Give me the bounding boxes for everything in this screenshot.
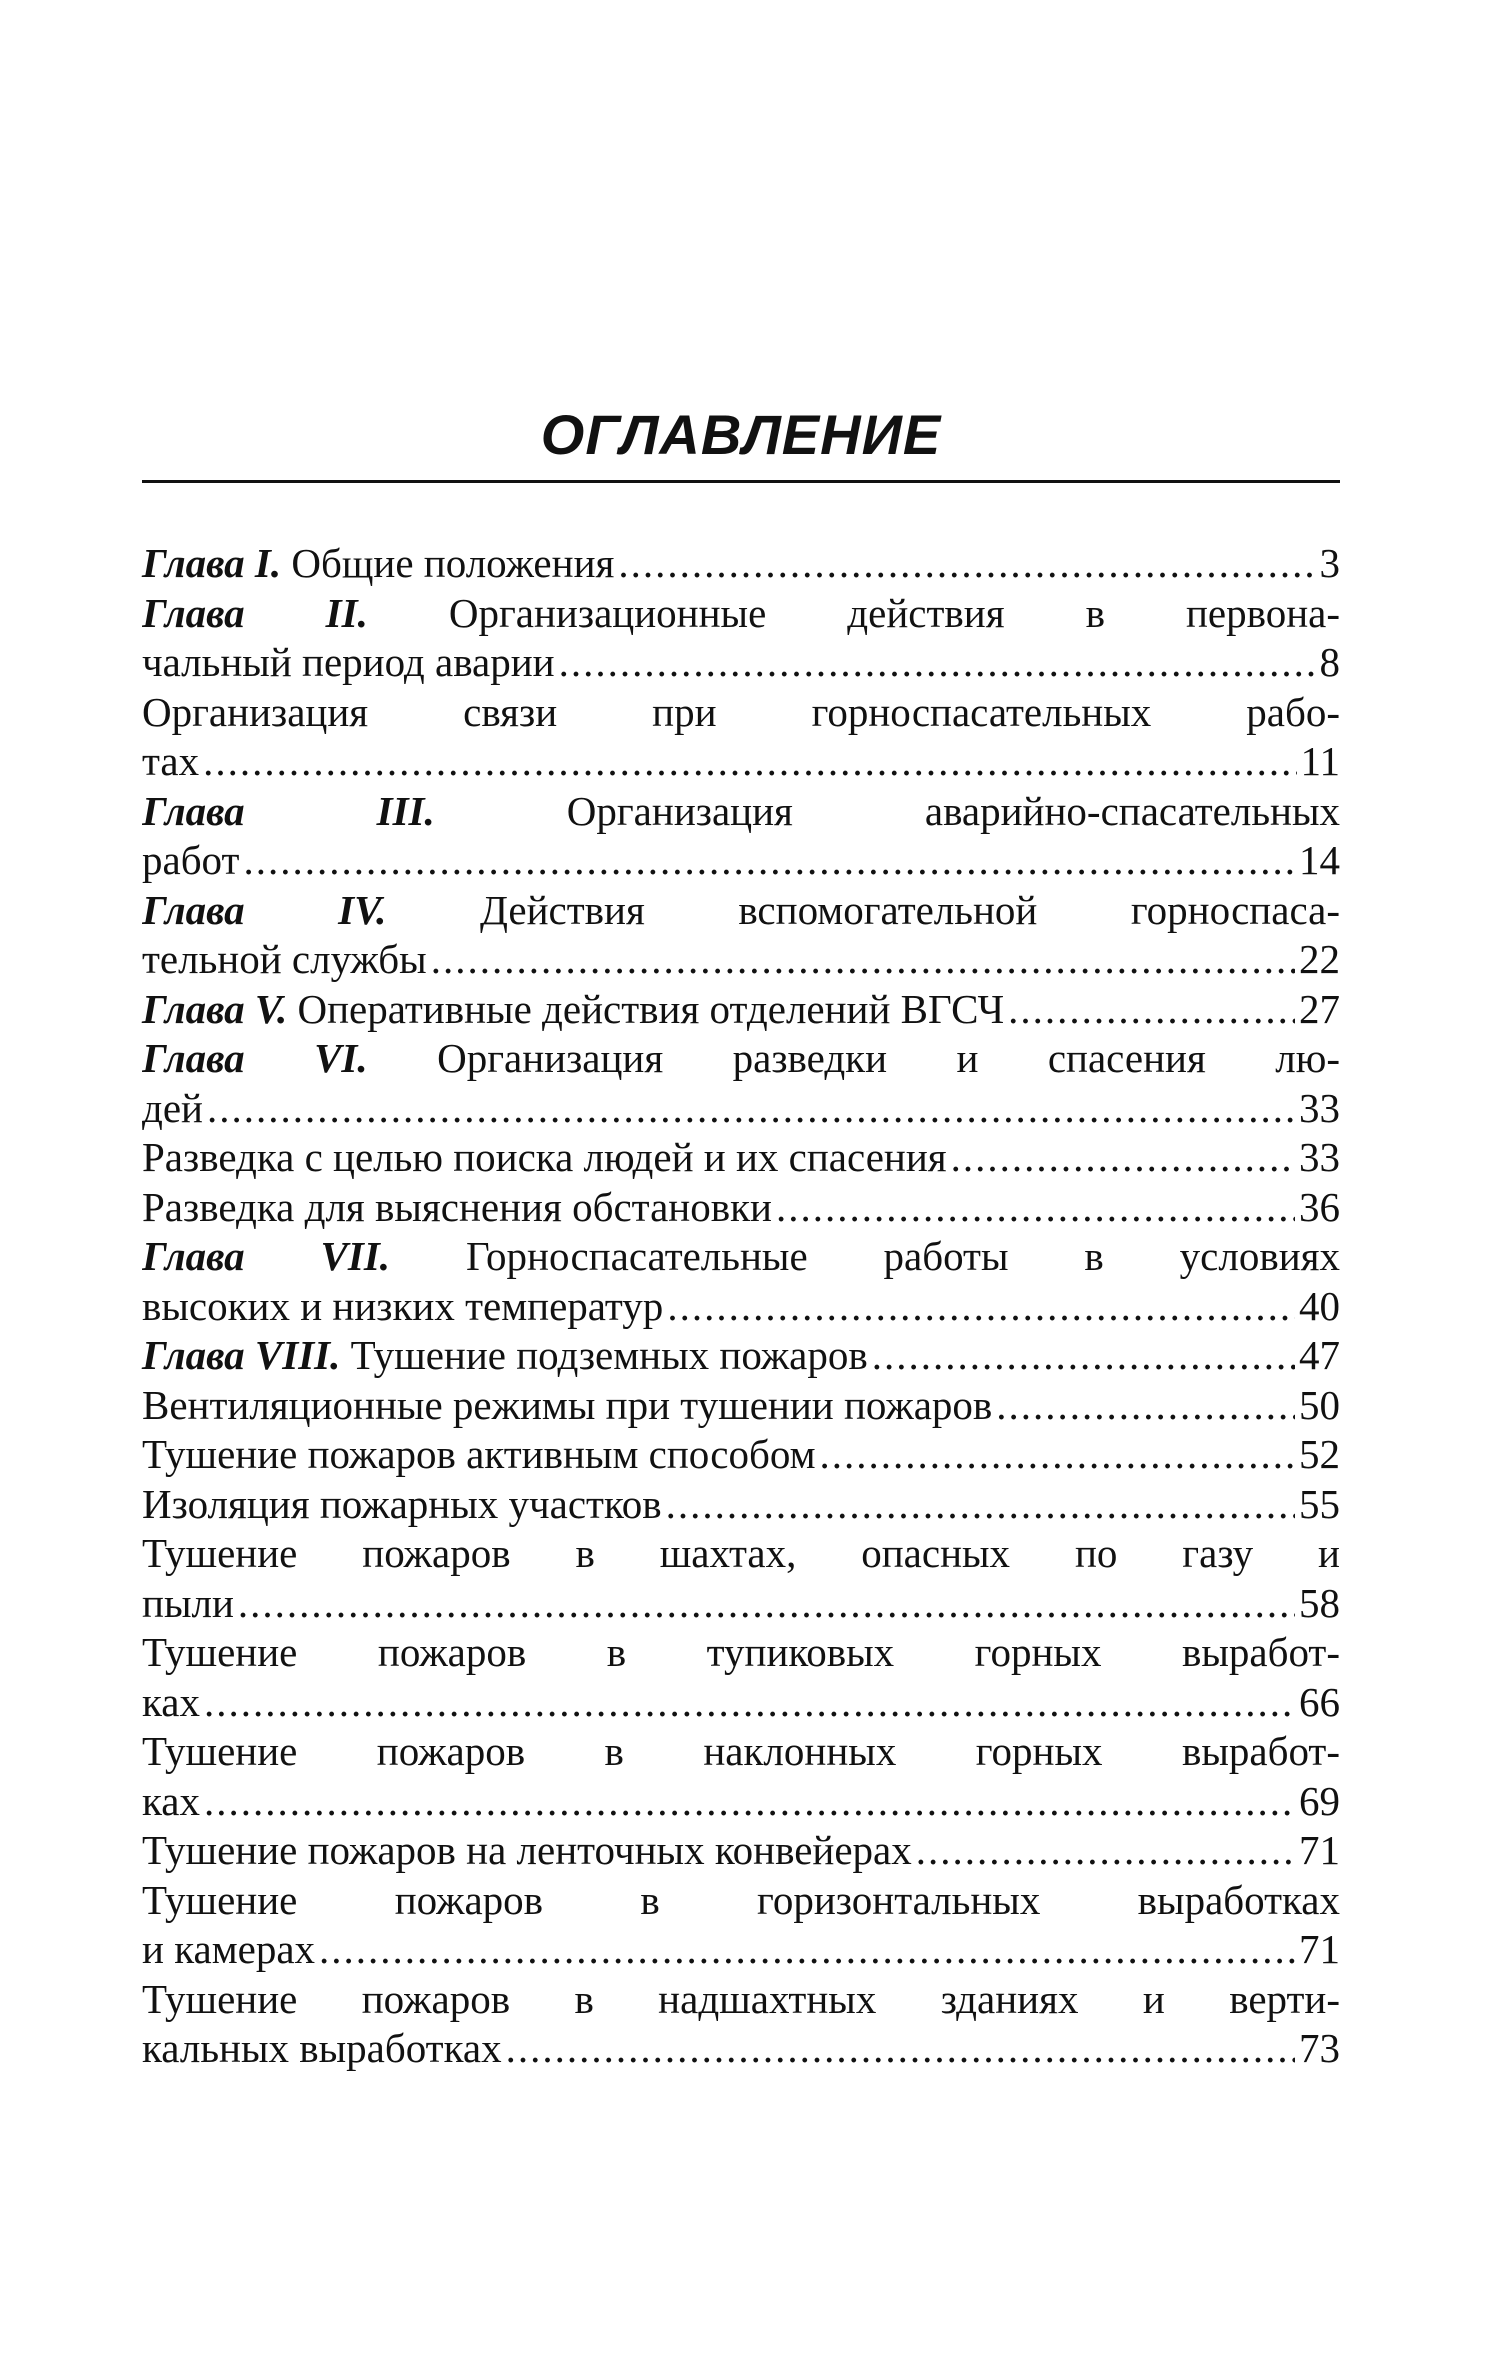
toc-entry[interactable] [142, 1232, 1340, 1331]
toc-entry[interactable] [142, 1331, 1340, 1381]
page-title: ОГЛАВЛЕНИЕ [540, 403, 942, 466]
toc-entry-title [142, 1430, 816, 1480]
chapter-label: Глава II. [142, 589, 368, 636]
toc-entry[interactable] [142, 1430, 1340, 1480]
toc-entry-title [142, 1133, 947, 1183]
toc-entry-line [142, 589, 1340, 639]
toc-entry-text: Тушение пожаров в горизонтальных выработках [142, 1876, 1340, 1923]
toc-entry-text: высоких и низких температур [142, 1282, 664, 1329]
toc-entry[interactable] [142, 886, 1340, 985]
dot-leader [916, 1826, 1295, 1876]
dot-leader [203, 737, 1296, 787]
toc-entry-title [142, 1678, 200, 1728]
dot-leader [872, 1331, 1295, 1381]
toc-entry-text: Действия вспомогательной горноспаса- [386, 886, 1340, 933]
title-underline [142, 480, 1340, 483]
toc-entry[interactable] [142, 1975, 1340, 2074]
dot-leader [238, 1579, 1295, 1629]
toc-entry[interactable] [142, 985, 1340, 1035]
toc-entry-title [142, 539, 614, 589]
dot-leader [1008, 985, 1295, 1035]
dot-leader [431, 935, 1295, 985]
toc-entry-final-line [142, 2024, 1340, 2074]
toc-entry-text: ках [142, 1777, 200, 1824]
toc-entry-text: Организация связи при горноспасательных рабо- [142, 688, 1340, 735]
toc-entry-title [142, 1777, 200, 1827]
toc-entry-title [142, 1826, 912, 1876]
toc-entry-title [142, 1480, 662, 1530]
toc-entry-final-line [142, 539, 1340, 589]
toc-entry[interactable] [142, 539, 1340, 589]
page-number: 8 [1319, 639, 1340, 685]
toc-entry-text: Тушение пожаров в надшахтных зданиях и верти- [142, 1975, 1340, 2022]
page-number: 55 [1299, 1480, 1340, 1527]
toc-entry-title [142, 1925, 315, 1975]
dot-leader [559, 638, 1316, 688]
toc-entry[interactable] [142, 1529, 1340, 1628]
chapter-label: Глава VIII. [142, 1332, 341, 1378]
page-number: 58 [1299, 1579, 1340, 1626]
toc-entry-title [142, 1331, 868, 1381]
toc-entry[interactable] [142, 1876, 1340, 1975]
toc-entry-text: Организационные действия в первона- [367, 589, 1340, 636]
dot-leader [667, 1282, 1295, 1332]
page-number: 50 [1299, 1381, 1340, 1428]
page-number: 47 [1299, 1332, 1340, 1378]
dot-leader [204, 1777, 1295, 1827]
toc-entry-title [142, 985, 1004, 1035]
dot-leader [506, 2024, 1295, 2074]
page-number: 27 [1299, 985, 1340, 1032]
chapter-label: Глава VII. [142, 1233, 391, 1279]
toc-entry[interactable] [142, 589, 1340, 688]
toc-entry-text: дей [142, 1084, 203, 1131]
toc-entry[interactable] [142, 1381, 1340, 1431]
toc-entry-final-line [142, 1480, 1340, 1530]
toc-entry-final-line [142, 1925, 1340, 1975]
toc-entry-line [142, 1975, 1340, 2025]
dot-leader [618, 539, 1315, 589]
toc-entry-final-line [142, 1133, 1340, 1183]
toc-entry-text: Тушение пожаров на ленточных конвейерах [142, 1827, 912, 1873]
page-number: 71 [1299, 1827, 1340, 1873]
toc-entry[interactable] [142, 1034, 1340, 1133]
toc-entry[interactable] [142, 1628, 1340, 1727]
page-number: 66 [1299, 1678, 1340, 1725]
page-number: 36 [1299, 1183, 1340, 1230]
toc-entry-line [142, 1529, 1340, 1579]
page-number: 33 [1299, 1134, 1340, 1180]
toc-entry-final-line [142, 1777, 1340, 1827]
toc-entry-final-line [142, 737, 1340, 787]
toc-entry[interactable] [142, 1727, 1340, 1826]
toc-entry-text: Организация разведки и спасения лю- [367, 1035, 1340, 1081]
dot-leader [776, 1183, 1295, 1233]
toc-entry-title [142, 935, 427, 985]
dot-leader [820, 1430, 1295, 1480]
toc-entry-line [142, 688, 1340, 738]
page-number: 69 [1299, 1777, 1340, 1824]
toc-entry-final-line [142, 1331, 1340, 1381]
toc-entry-final-line [142, 836, 1340, 886]
toc-entry-text: Горноспасательные работы в условиях [390, 1233, 1340, 1279]
chapter-label: Глава III. [142, 787, 435, 834]
toc-entry-final-line [142, 985, 1340, 1035]
toc-entry-final-line [142, 1381, 1340, 1431]
toc-entry-text: чальный период аварии [142, 639, 555, 685]
toc-entry-text: Тушение пожаров в наклонных горных выработ- [142, 1728, 1340, 1774]
page-number: 11 [1300, 738, 1340, 784]
toc-entry-line [142, 787, 1340, 837]
toc-entry[interactable] [142, 787, 1340, 886]
toc-entry[interactable] [142, 688, 1340, 787]
toc-entry-line [142, 1876, 1340, 1926]
toc-entry-text: ках [142, 1678, 200, 1725]
toc-entry-final-line [142, 935, 1340, 985]
dot-leader [666, 1480, 1295, 1530]
toc-entry-text: Тушение пожаров активным способом [142, 1431, 816, 1477]
dot-leader [951, 1133, 1295, 1183]
chapter-label: Глава IV. [142, 886, 387, 933]
dot-leader [204, 1678, 1295, 1728]
toc-page [142, 400, 1340, 2074]
toc-entry-text: пыли [142, 1579, 234, 1626]
toc-entry-text: Тушение пожаров в шахтах, опасных по газу и [142, 1530, 1340, 1576]
toc-entry-final-line [142, 1183, 1340, 1233]
toc-entry-title [142, 1183, 772, 1233]
toc-entry-title [142, 1084, 203, 1134]
page-number: 3 [1319, 540, 1340, 586]
toc-entry[interactable] [142, 1133, 1340, 1183]
toc-entry-text: работ [142, 837, 240, 883]
page-number: 73 [1299, 2025, 1340, 2071]
table-of-contents [142, 539, 1340, 2074]
toc-entry-text: Изоляция пожарных участков [142, 1480, 662, 1527]
toc-entry-title [142, 836, 239, 886]
toc-entry-final-line [142, 1084, 1340, 1134]
toc-entry[interactable] [142, 1480, 1340, 1530]
toc-entry-line [142, 1628, 1340, 1678]
dot-leader [996, 1381, 1295, 1431]
toc-entry-final-line [142, 1282, 1340, 1332]
toc-entry-title [142, 2024, 502, 2074]
dot-leader [243, 836, 1295, 886]
toc-entry-title [142, 638, 555, 688]
toc-entry-title [142, 1381, 992, 1431]
toc-entry-text: Оперативные действия отделений ВГСЧ [287, 985, 1005, 1032]
toc-entry-text: Общие положения [281, 540, 615, 586]
toc-entry-line [142, 1727, 1340, 1777]
page-number: 71 [1299, 1926, 1340, 1972]
toc-entry-title [142, 737, 199, 787]
toc-entry-text: Тушение подземных пожаров [340, 1332, 868, 1378]
toc-entry-line [142, 1034, 1340, 1084]
toc-entry-final-line [142, 638, 1340, 688]
toc-entry-title [142, 1579, 234, 1629]
page-number: 22 [1299, 936, 1340, 982]
chapter-label: Глава VI. [142, 1035, 368, 1081]
toc-entry-text: кальных выработках [142, 2025, 502, 2071]
chapter-label: Глава V. [142, 985, 288, 1032]
toc-entry-text: Тушение пожаров в тупиковых горных выработ- [142, 1629, 1340, 1675]
page-number: 52 [1299, 1431, 1340, 1477]
dot-leader [319, 1925, 1295, 1975]
dot-leader [207, 1084, 1295, 1134]
toc-entry-final-line [142, 1678, 1340, 1728]
toc-entry-text: Разведка для выяснения обстановки [142, 1183, 772, 1230]
toc-entry-line [142, 1232, 1340, 1282]
page-number: 33 [1299, 1084, 1340, 1131]
page-number: 40 [1299, 1282, 1340, 1329]
toc-entry-final-line [142, 1430, 1340, 1480]
toc-entry-text: Организация аварийно-спасательных [434, 787, 1340, 834]
toc-entry-line [142, 886, 1340, 936]
toc-entry[interactable] [142, 1183, 1340, 1233]
toc-entry-final-line [142, 1826, 1340, 1876]
toc-entry-final-line [142, 1579, 1340, 1629]
chapter-label: Глава I. [142, 540, 282, 586]
toc-entry-text: и камерах [142, 1926, 316, 1972]
toc-entry-text: тельной службы [142, 936, 427, 982]
toc-entry-title [142, 1282, 663, 1332]
toc-entry-text: Разведка с целью поиска людей и их спасения [142, 1134, 947, 1180]
toc-entry[interactable] [142, 1826, 1340, 1876]
toc-entry-text: тах [142, 738, 200, 784]
page-number: 14 [1299, 837, 1340, 883]
toc-entry-text: Вентиляционные режимы при тушении пожаров [142, 1381, 993, 1428]
